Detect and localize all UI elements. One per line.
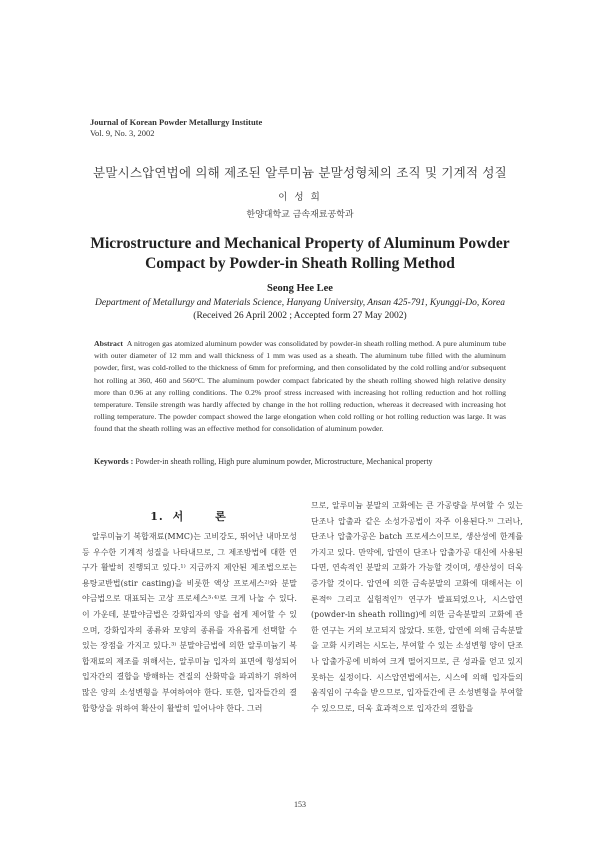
english-title-line1: Microstructure and Mechanical Property of Aluminum Powder <box>90 235 510 252</box>
english-title <box>40 234 560 274</box>
english-title-line2: Compact by Powder-in Sheath Rolling Method <box>145 255 455 272</box>
keywords <box>94 457 514 466</box>
journal-name: Journal of Korean Powder Metallurgy Institute <box>90 117 263 127</box>
journal-volume: Vol. 9, No. 3, 2002 <box>90 128 155 138</box>
keywords-label: Keywords : <box>94 457 134 466</box>
body-left-column: 알루미늄기 복합재료(MMC)는 고비강도, 뛰어난 내마모성등 우수한 기계적 성질을 나타내므로, 그 제조방법에 대한 연구가 활발히 진행되고 있다.¹⁾ 지금까지 제안된 제조법으로는 용탕교반법(stir casting)을 비롯한 액상 프로세스²⁾와 분말야금법으로 대표되는 고상 프로세스³·⁴⁾로 크게 나눌 수 있다. 이 가운데, 분말야금법은 강화입자의 양을 쉽게 제어할 수 있으며, 강화입자의 종류와 모양의 종류를 자유롭게 선택할 수 있는 장점을 가지고 있다.³⁾ 분말야금법에 의한 알루미늄기 복합재료의 제조를 위해서는, 알루미늄 입자의 표면에 형성되어 입자간의 결합을 방해하는 견질의 산화막을 파괴하기 위하여 많은 양의 소성변형을 부여하여야 한다. 또한, 입자들간의 결합향상을 위하여 확산이 활발히 일어나야 한다. 그러 <box>82 532 297 713</box>
english-author: Seong Hee Lee <box>267 283 333 294</box>
abstract <box>94 338 506 436</box>
section-title: 서 론 <box>172 510 240 523</box>
section-number: 1. <box>150 510 164 523</box>
body-right-column: 므로, 알루미늄 분말의 고화에는 큰 가공량을 부여할 수 있는 단조나 압출과 같은 소성가공법이 자주 이용된다.⁵⁾ 그러나, 단조나 압출가공은 batch 프로세스이므로, 생산성에 한계를 가지고 있다. 만약에, 압연이 단조나 압출가공 대신에 사용된다면, 연속적인 분말의 고화가 가능할 것이며, 생산성이 더욱 증가할 것이다. 압연에 의한 금속분말의 고화에 대해서는 이론적⁶⁾ 그리고 실험적인⁷⁾ 연구가 발표되었으나, 시스압연(powder-in sheath rolling)에 의한 금속분말의 고화에 관한 연구는 거의 보고되지 않았다. 또한, 압연에 의해 금속분말을 고화 시키려는 시도는, 부여할 수 있는 소성변형 양이 단조나 압출가공에 비하여 크게 떨어지므로, 큰 성과를 얻고 있지 못하는 실정이다. 시스압연법에서는, 시스에 의해 입자들의 움직임이 구속을 받으므로, 입자들간에 큰 소성변형을 부여할 수 있으므로, 더욱 효과적으로 입자간의 결합을 <box>311 501 523 713</box>
journal-header <box>90 117 262 139</box>
korean-author: 이 성 희 <box>278 192 322 203</box>
korean-affiliation: 한양대학교 금속재료공학과 <box>246 210 354 220</box>
keywords-text: Powder-in sheath rolling, High pure aluminum powder, Microstructure, Mechanical property <box>135 457 433 466</box>
english-affiliation: Department of Metallurgy and Materials Science, Hanyang University, Ansan 425-791, Kyunggi-Do, Korea <box>95 298 505 308</box>
page-number: 153 <box>294 800 306 809</box>
received-dates: (Received 26 April 2002 ; Accepted form 27 May 2002) <box>193 311 407 321</box>
abstract-text: A nitrogen gas atomized aluminum powder was consolidated by powder-in sheath rolling method. A pure aluminum tube with outer diameter of 12 mm and wall thickness of 1 mm was used as a sheath. The aluminum tube filled with the aluminum powder, first, was cold-rolled to the thickness of 6mm for preforming, and then consolidated by the cold rolling and/or subsequent hot rolling at 360, 460 and 560°C. The aluminum powder compact fabricated by the sheath rolling showed high relative density more than 0.96 at any rolling conditions. The 0.2% proof stress increased with increasing hot rolling reduction and hot rolling temperature. Tensile strength was hardly affected by change in the hot rolling reduction, whereas it decreased with increasing hot rolling temperature. The powder compact showed the large elongation when cold rolling or hot rolling reduction was large. It was found that the sheath rolling was an effective method for consolidation of aluminum powder. <box>94 339 506 434</box>
section-heading <box>90 508 300 524</box>
abstract-label: Abstract <box>94 339 124 348</box>
korean-title: 분말시스압연법에 의해 제조된 알루미늄 분말성형체의 조직 및 기계적 성질 <box>93 165 507 180</box>
